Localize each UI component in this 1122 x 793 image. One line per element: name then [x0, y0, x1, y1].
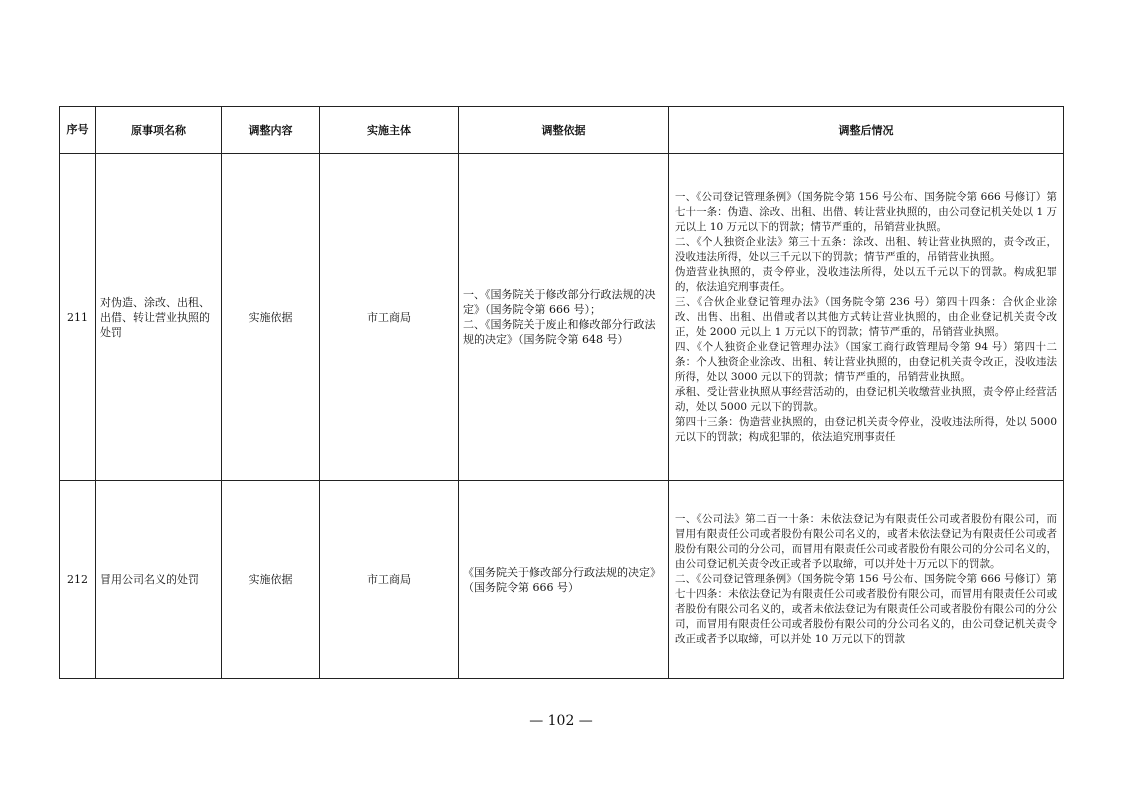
after-paragraph: 伪造营业执照的，责令停业，没收违法所得，处以五千元以下的罚款。构成犯罪的，依法追究刑事责任。	[675, 265, 1057, 293]
table-header-row	[60, 107, 1064, 154]
document-sheet	[59, 106, 1063, 679]
row-basis	[459, 481, 669, 679]
header-basis: 调整依据	[459, 107, 669, 154]
header-subject: 实施主体	[320, 107, 459, 154]
row-content: 实施依据	[222, 154, 320, 481]
page-number: — 102 —	[529, 713, 593, 729]
basis-line: 二、《国务院关于废止和修改部分行政法规的决定》（国务院令第 648 号）	[463, 318, 656, 346]
row-content: 实施依据	[222, 481, 320, 679]
after-paragraph: 二、《个人独资企业法》第三十五条：涂改、出租、转让营业执照的，责令改正，没收违法所得，处以三千元以下的罚款；情节严重的，吊销营业执照。	[675, 235, 1057, 263]
row-after	[669, 481, 1064, 679]
table-row	[60, 154, 1064, 481]
header-name: 原事项名称	[96, 107, 222, 154]
after-paragraph: 一、《公司登记管理条例》（国务院令第 156 号公布、国务院令第 666 号修订）第七十一条：伪造、涂改、出租、出借、转让营业执照的，由公司登记机关处以 1 万元以上 10 万元以下的罚款；情节严重的，吊销营业执照。	[675, 190, 1057, 233]
adjustment-table	[59, 106, 1064, 679]
row-subject: 市工商局	[320, 481, 459, 679]
header-content: 调整内容	[222, 107, 320, 154]
row-name: 对伪造、涂改、出租、出借、转让营业执照的处罚	[96, 154, 222, 481]
row-after	[669, 154, 1064, 481]
after-paragraph: 二、《公司登记管理条例》（国务院令第 156 号公布、国务院令第 666 号修订）第七十四条：未依法登记为有限责任公司或者股份有限公司，而冒用有限责任公司或者股份有限公司名义的，或者未依法登记为有限责任公司或者股份有限公司的分公司，而冒用有限责任公司或者股份有限公司的分公司名义的，由公司登记机关责令改正或者予以取缔，可以并处 10 万元以下的罚款	[675, 573, 1057, 645]
row-subject: 市工商局	[320, 154, 459, 481]
table-row	[60, 481, 1064, 679]
header-seq: 序号	[60, 107, 96, 154]
basis-line: 一、《国务院关于修改部分行政法规的决定》（国务院令第 666 号）；	[463, 288, 656, 316]
row-name: 冒用公司名义的处罚	[96, 481, 222, 679]
row-seq: 211	[60, 154, 96, 481]
row-basis	[459, 154, 669, 481]
after-paragraph: 四、《个人独资企业登记管理办法》（国家工商行政管理局令第 94 号）第四十二条：个人独资企业涂改、出租、转让营业执照的，由登记机关责令改正，没收违法所得，处以 3000 元以下的罚款；情节严重的，吊销营业执照。	[675, 340, 1057, 383]
after-paragraph: 三、《合伙企业登记管理办法》（国务院令第 236 号）第四十四条：合伙企业涂改、出售、出租、出借或者以其他方式转让营业执照的，由企业登记机关责令改正，处 2000 元以上 1 万元以下的罚款；情节严重的，吊销营业执照。	[675, 295, 1057, 338]
after-paragraph: 一、《公司法》第二百一十条：未依法登记为有限责任公司或者股份有限公司，而冒用有限责任公司或者股份有限公司名义的，或者未依法登记为有限责任公司或者股份有限公司的分公司，而冒用有限责任公司或者股份有限公司的分公司名义的，由公司登记机关责令改正或者予以取缔，可以并处十万元以下的罚款。	[675, 513, 1057, 570]
header-after: 调整后情况	[669, 107, 1064, 154]
after-paragraph: 承租、受让营业执照从事经营活动的，由登记机关收缴营业执照，责令停止经营活动，处以 5000 元以下的罚款。	[675, 385, 1057, 413]
after-paragraph: 第四十三条：伪造营业执照的，由登记机关责令停业，没收违法所得，处以 5000 元以下的罚款；构成犯罪的，依法追究刑事责任	[675, 415, 1057, 443]
basis-line: 《国务院关于修改部分行政法规的决定》（国务院令第 666 号）	[463, 565, 661, 594]
row-seq: 212	[60, 481, 96, 679]
